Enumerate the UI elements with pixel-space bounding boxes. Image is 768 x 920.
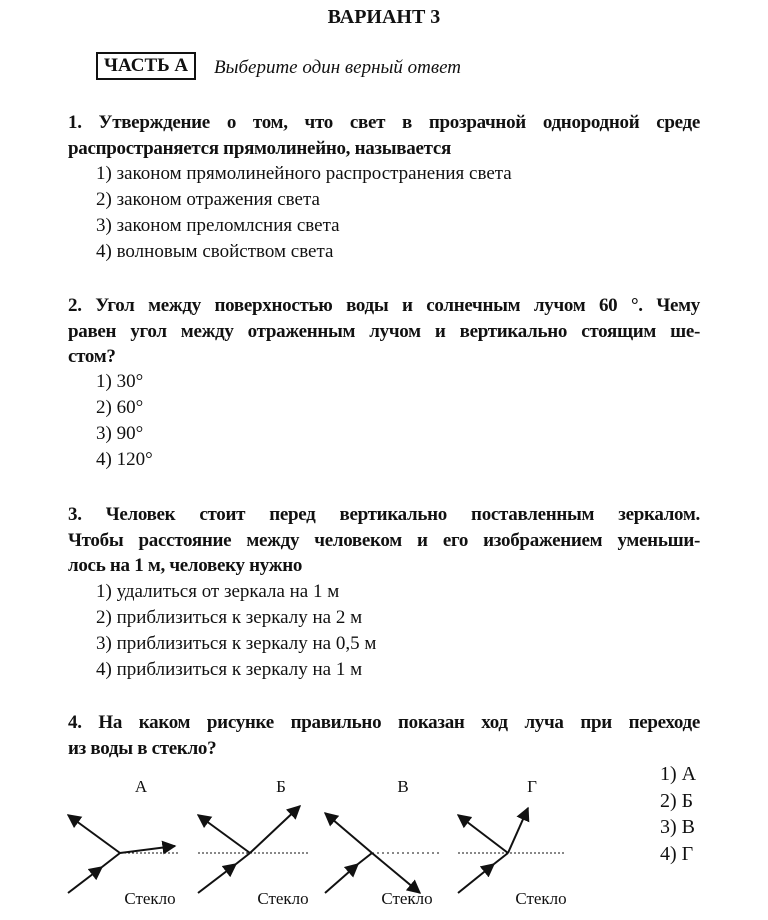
answer-option: 2) 60° xyxy=(96,397,144,418)
question-text: 1. Утверждение о том, что свет в прозрачной однородной среде xyxy=(68,112,700,133)
medium-label: Стекло xyxy=(124,889,176,908)
diagram-b xyxy=(198,806,310,893)
diagram-a xyxy=(68,815,180,893)
medium-label: Стекло xyxy=(381,889,433,908)
medium-label: Стекло xyxy=(257,889,309,908)
question-text: 4. На каком рисунке правильно показан ход луча при переходе xyxy=(68,712,700,733)
answer-option: 2) Б xyxy=(660,790,694,812)
answer-option: 2) законом отражения света xyxy=(96,189,320,210)
question-text: распространяется прямолинейно, называется xyxy=(68,138,451,159)
question-text: Чтобы расстояние между человеком и его изображением уменьши- xyxy=(68,530,700,551)
medium-label: Стекло xyxy=(515,889,567,908)
answer-option: 4) волновым свойством света xyxy=(96,241,334,262)
variant-title: ВАРИАНТ 3 xyxy=(327,6,441,28)
question-text: из воды в стекло? xyxy=(68,738,217,759)
answer-option: 4) Г xyxy=(660,843,694,865)
question-text: равен угол между отраженным лучом и вертикально стоящим ше- xyxy=(68,321,700,342)
answer-option: 1) удалиться от зеркала на 1 м xyxy=(96,581,340,602)
figure-label: В xyxy=(397,777,409,796)
answer-option: 4) 120° xyxy=(96,449,153,470)
answer-option: 3) законом преломлсния света xyxy=(96,215,340,236)
question-text: стом? xyxy=(68,346,116,367)
answer-option: 2) приблизиться к зеркалу на 2 м xyxy=(96,607,363,628)
answer-option: 1) 30° xyxy=(96,371,144,392)
question-text: 2. Угол между поверхностью воды и солнечным лучом 60 °. Чему xyxy=(68,295,700,316)
answer-option: 1) А xyxy=(660,763,697,785)
figure-label: Б xyxy=(276,777,286,796)
figure-label: Г xyxy=(527,777,537,796)
answer-option: 3) В xyxy=(660,816,695,838)
answer-option: 3) 90° xyxy=(96,423,144,444)
diagram-g xyxy=(458,808,565,893)
figure-label: А xyxy=(134,777,148,796)
answer-option: 3) приблизиться к зеркалу на 0,5 м xyxy=(96,633,377,654)
diagram-v xyxy=(325,813,440,893)
answer-option: 4) приблизиться к зеркалу на 1 м xyxy=(96,659,363,680)
part-instruction: Выберите один верный ответ xyxy=(214,57,461,78)
question-text: лось на 1 м, человеку нужно xyxy=(68,555,303,576)
question-text: 3. Человек стоит перед вертикально поставленным зеркалом. xyxy=(68,504,700,525)
answer-option: 1) законом прямолинейного распространения света xyxy=(96,163,512,184)
part-label: ЧАСТЬ А xyxy=(96,52,196,80)
